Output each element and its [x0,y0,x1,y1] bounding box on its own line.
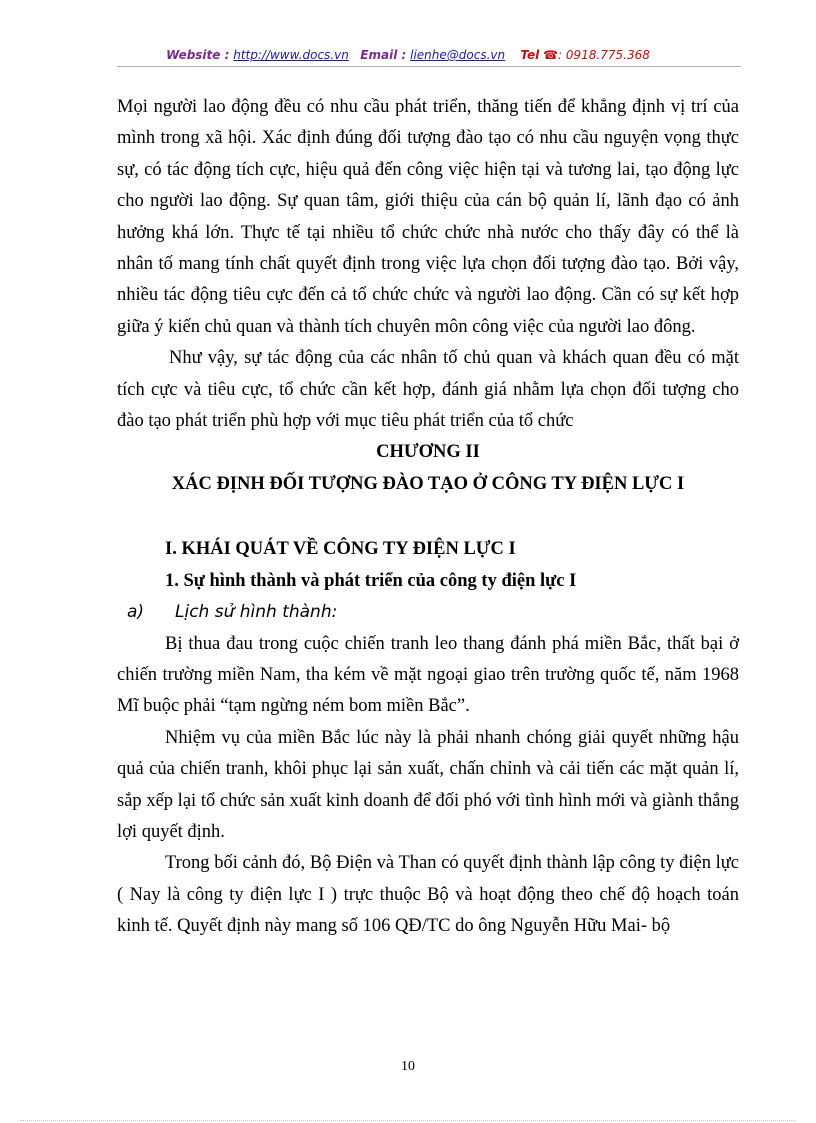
website-link[interactable]: http://www.docs.vn [233,48,349,62]
tel-label: Tel [520,48,540,62]
sub-item-title: Lịch sử hình thành: [175,602,338,623]
page-bottom-divider [20,1120,796,1121]
subsection-heading: 1. Sự hình thành và phát triển của công ty điện lực I [165,570,577,591]
header-divider [117,66,741,67]
website-label: Website : [166,48,230,62]
body-paragraph: Mọi người lao động đều có nhu cầu phát triển, thăng tiến để khẳng định vị trí của mình trong xã hội. Xác định đúng đối tượng đào tạo có nhu cầu nguyện vọng thực sự, có tác động tích cực, hiệu quả đến công việc hiện tại và tương lai, tạo động lực cho người lao động. Sự quan tâm, giới thiệu của cán bộ quản lí, lãnh đạo có ảnh hưởng khá lớn. Thực tế tại nhiều tổ chức chức nhà nước cho thấy đây có thể là nhân tố mang tính chất quyết định trong việc lựa chọn đối tượng đào tạo. Bởi vậy, nhiều tác động tiêu cực đến cả tổ chức chức và người lao động. Cần có sự kết hợp giữa ý kiến chủ quan và thành tích chuyên môn công việc của người lao đông. [117,97,739,337]
page-header [0,48,816,62]
document-body [117,92,739,943]
sub-item-marker: a) [127,602,145,623]
chapter-title: XÁC ĐỊNH ĐỐI TƯỢNG ĐÀO TẠO Ở CÔNG TY ĐIỆN LỰC I [171,473,685,494]
phone-icon: ☎ [543,48,559,62]
email-label: Email : [360,48,407,62]
body-paragraph: Như vậy, sự tác động của các nhân tố chủ quan và khách quan đều có mặt tích cực và tiêu cực, tổ chức cần kết hợp, đánh giá nhằm lựa chọn đối tượng cho đào tạo phát triển phù hợp với mục tiêu phát triển của tổ chức [117,348,739,432]
body-paragraph: Bị thua đau trong cuộc chiến tranh leo thang đánh phá miền Bắc, thất bại ở chiến trường miền Nam, tha kém về mặt ngoại giao trên trường quốc tế, năm 1968 Mĩ buộc phải “tạm ngừng ném bom miền Bắc”. [117,633,739,717]
body-paragraph: Trong bối cảnh đó, Bộ Điện và Than có quyết định thành lập công ty điện lực ( Nay là công ty điện lực I ) trực thuộc Bộ và hoạt động theo chế độ hoạch toán kinh tế. Quyết định này mang số 106 QĐ/TC do ông Nguyễn Hữu Mai- bộ [117,853,739,937]
phone-number: : 0918.775.368 [558,48,650,62]
sub-item-heading [117,597,739,628]
body-paragraph: Nhiệm vụ của miền Bắc lúc này là phải nhanh chóng giải quyết những hậu quả của chiến tranh, khôi phục lại sản xuất, chấn chỉnh và cải tiến các mặt quản lí, sắp xếp lại tổ chức sản xuất kinh doanh để đối phó với tình hình mới và giành thắng lợi quyết định. [117,727,739,842]
section-heading: I. KHÁI QUÁT VỀ CÔNG TY ĐIỆN LỰC I [165,539,516,560]
page-number: 10 [401,1059,415,1074]
chapter-number: CHƯƠNG II [376,442,480,463]
email-link[interactable]: lienhe@docs.vn [410,48,506,62]
